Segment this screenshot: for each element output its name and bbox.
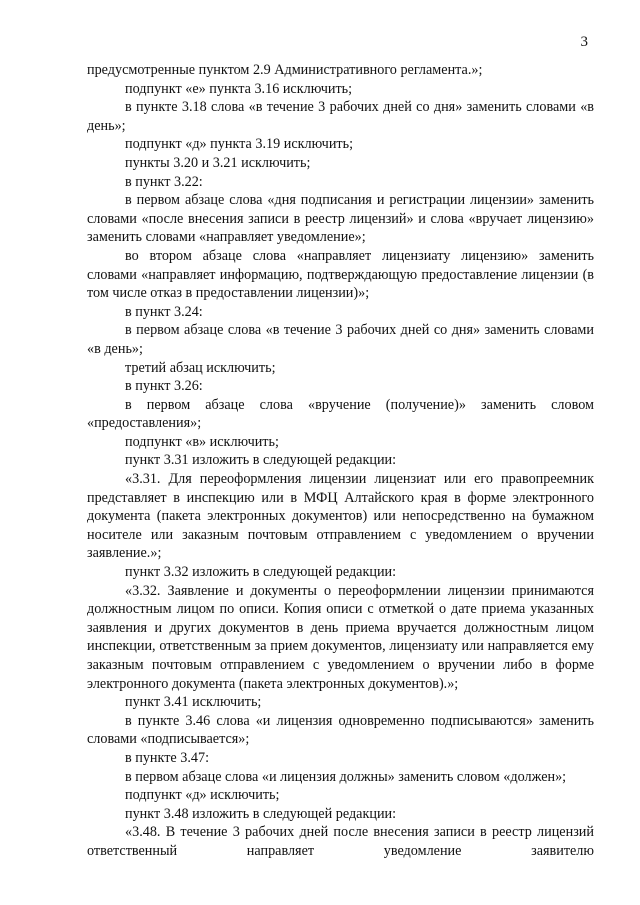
paragraph: в пункт 3.24: (125, 303, 203, 320)
paragraph: подпункт «д» пункта 3.19 исключить; (125, 136, 354, 153)
paragraph: в первом абзаце слова «дня подписания и регистрации лицензии» заменить словами «после внесения записи в реестр лицензий» и слова «вручает лицензию» заменить словами «направляет уведомление»; (87, 192, 594, 246)
paragraph: «3.32. Заявление и документы о переоформлении лицензии принимаются должностным лицом по описи. Копия описи с отметкой о дате приема указанных заявления и других документов в день приема вручается должностным лицом инспекции, ответственным за прием документов, лицензиату или направляется ему заказным почтовым отправлением с уведомлением о вручении либо в форме электронного документа (пакета электронных документов).»; (87, 582, 594, 692)
paragraph: в пункте 3.18 слова «в течение 3 рабочих дней со дня» заменить словами «в день»; (87, 99, 594, 134)
paragraph: «3.31. Для переоформления лицензии лицензиат или его правопреемник представляет в инспекцию или в МФЦ Алтайского края в форме электронного документа (пакета электронных документов) или непосредственно на бумажном носителе или заказным почтовым отправлением с уведомлением о вручении заявление.»; (87, 471, 594, 562)
paragraph: в первом абзаце слова «и лицензия должны» заменить словом «должен»; (125, 768, 567, 785)
paragraph: в первом абзаце слова «вручение (получение)» заменить словом «предоставления»; (87, 396, 594, 432)
page-number: 3 (580, 34, 588, 50)
paragraph: подпункт «е» пункта 3.16 исключить; (125, 80, 353, 97)
paragraph: пункты 3.20 и 3.21 исключить; (125, 154, 311, 171)
paragraph: в пункт 3.22: (125, 173, 203, 190)
paragraph: «3.48. В течение 3 рабочих дней после внесения записи в реестр лицензий ответственный направляет уведомление заявителю (87, 824, 594, 859)
paragraph: во втором абзаце слова «направляет лицензиату лицензию» заменить словами «направляет информацию, подтверждающую предоставление лицензии (в том числе отказ в предоставлении лицензии)»; (87, 247, 594, 302)
paragraph: пункт 3.31 изложить в следующей редакции: (125, 452, 397, 469)
paragraph: в пункт 3.26: (125, 378, 203, 395)
paragraph: в первом абзаце слова «в течение 3 рабочих дней со дня» заменить словами «в день»; (87, 322, 594, 357)
paragraph: подпункт «д» исключить; (125, 787, 280, 804)
paragraph: пункт 3.32 изложить в следующей редакции: (125, 564, 397, 581)
document-body (87, 61, 594, 861)
paragraph: подпункт «в» исключить; (125, 433, 279, 450)
paragraph: в пункте 3.47: (125, 749, 210, 766)
paragraph: в пункте 3.46 слова «и лицензия одновременно подписываются» заменить словами «подписывается»; (87, 712, 594, 748)
paragraph: третий абзац исключить; (125, 359, 276, 376)
paragraph: предусмотренные пунктом 2.9 Административного регламента.»; (87, 62, 483, 78)
paragraph: пункт 3.41 исключить; (125, 694, 262, 711)
paragraph: пункт 3.48 изложить в следующей редакции: (125, 805, 397, 822)
